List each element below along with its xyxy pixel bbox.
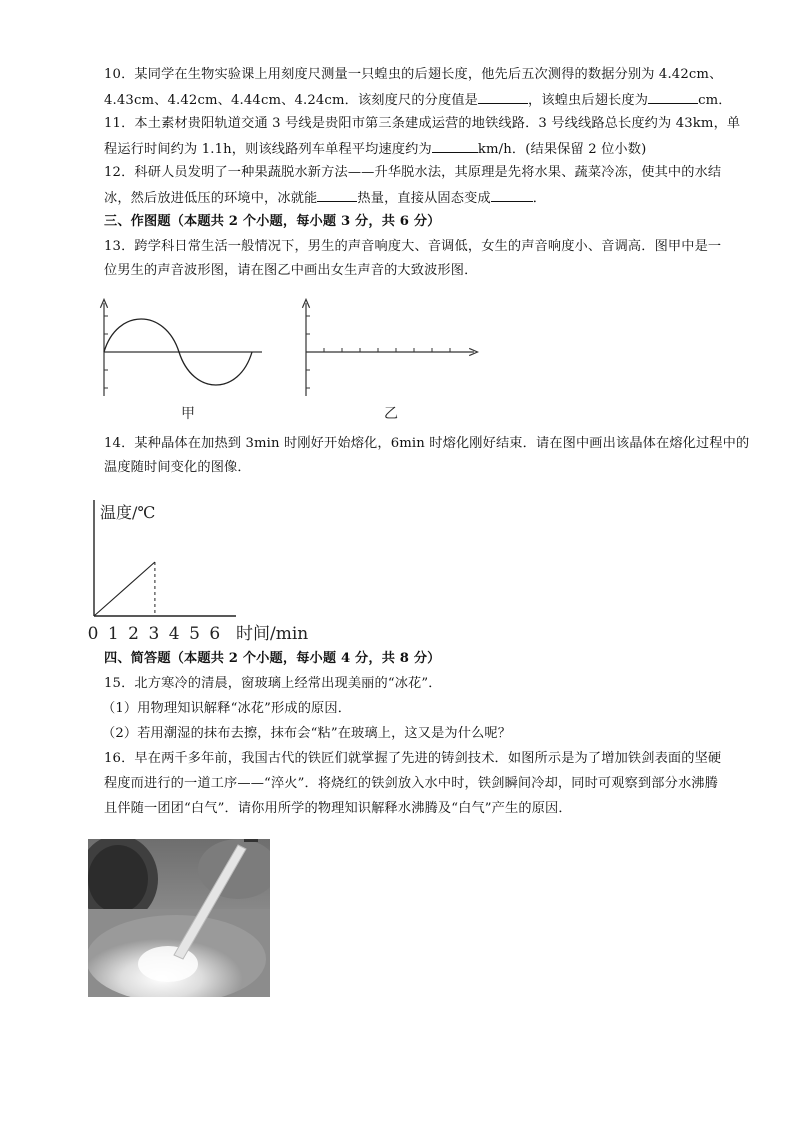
x-tick-label-5: 5 <box>189 624 200 644</box>
q12-text-b: 热量，直接从固态变成 <box>357 191 491 206</box>
q16-line2: 程度而进行的一道工序——“淬火”．将烧红的铁剑放入水中时，铁剑瞬间冷却，同时可观察到部分水沸腾 <box>104 776 718 791</box>
q12-line1: 12．科研人员发明了一种果蔬脱水新方法——升华脱水法，其原理是先将水果、蔬菜冷冻，使其中的水结 <box>104 165 722 180</box>
quenching-photo <box>88 839 270 997</box>
chart-x-ticks <box>88 624 221 644</box>
q10-line1: 10．某同学在生物实验课上用刻度尺测量一只蝗虫的后翅长度，他先后五次测得的数据分别为 4.42cm、 <box>104 67 723 82</box>
q11-line1: 11．本土素材贵阳轨道交通 3 号线是贵阳市第三条建成运营的地铁线路．3 号线线路总长度约为 43km，单 <box>104 116 741 131</box>
q12-text-c: ． <box>532 191 547 206</box>
q16-line1: 16．早在两千多年前，我国古代的铁匠们就掌握了先进的铸剑技术．如图所示是为了增加铁剑表面的坚硬 <box>104 751 722 766</box>
q15-line1: 15．北方寒冷的清晨，窗玻璃上经常出现美丽的“冰花”． <box>104 676 442 691</box>
x-tick-label-0: 0 <box>87 624 99 644</box>
q15-line2: （1）用物理知识解释“冰花”形成的原因． <box>102 701 352 716</box>
chart-xlabel: 时间/min <box>236 624 309 644</box>
q11-text-b: km/h．(结果保留 2 位小数) <box>477 142 647 157</box>
x-tick-label-6: 6 <box>209 624 221 644</box>
q12-text-a: 冰，然后放进低压的环境中，冰就能 <box>104 191 318 206</box>
section-3-heading: 三、作图题（本题共 2 个小题，每小题 3 分，共 6 分） <box>104 214 441 229</box>
x-tick-label-1: 1 <box>107 624 119 644</box>
x-tick-label-4: 4 <box>168 624 180 644</box>
x-tick-label-2: 2 <box>128 624 140 644</box>
label-yi: 乙 <box>384 406 398 422</box>
q13-line2: 位男生的声音波形图，请在图乙中画出女生声音的大致波形图． <box>104 263 478 278</box>
q14-line1: 14．某种晶体在加热到 3min 时刚好开始熔化，6min 时熔化刚好结束．请在图中画出该晶体在熔化过程中的 <box>104 436 750 451</box>
q10-text-a: 4.43cm、4.42cm、4.44cm、4.24cm．该刻度尺的分度值是 <box>104 93 479 108</box>
label-jia: 甲 <box>181 406 195 422</box>
q10-text-c: cm． <box>698 93 732 108</box>
x-tick-label-3: 3 <box>148 624 160 644</box>
chart-series-line <box>94 562 155 616</box>
q10-text-b: ，该蝗虫后翅长度为 <box>528 93 649 108</box>
q16-line3: 且伴随一团团“白气”．请你用所学的物理知识解释水沸腾及“白气”产生的原因． <box>104 801 572 816</box>
q11-text-a: 程运行时间约为 1.1h，则该线路列车单程平均速度约为 <box>104 142 432 157</box>
q15-line3: （2）若用潮湿的抹布去擦，抹布会“粘”在玻璃上，这又是为什么呢？ <box>102 726 512 741</box>
q14-line2: 温度随时间变化的图像． <box>104 460 251 475</box>
q13-line1: 13．跨学科日常生活一般情况下，男生的声音响度大、音调低，女生的声音响度小、音调高．图甲中是一 <box>104 239 722 254</box>
chart-ylabel: 温度/℃ <box>100 503 156 522</box>
section-4-heading: 四、简答题（本题共 2 个小题，每小题 4 分，共 8 分） <box>104 651 441 666</box>
